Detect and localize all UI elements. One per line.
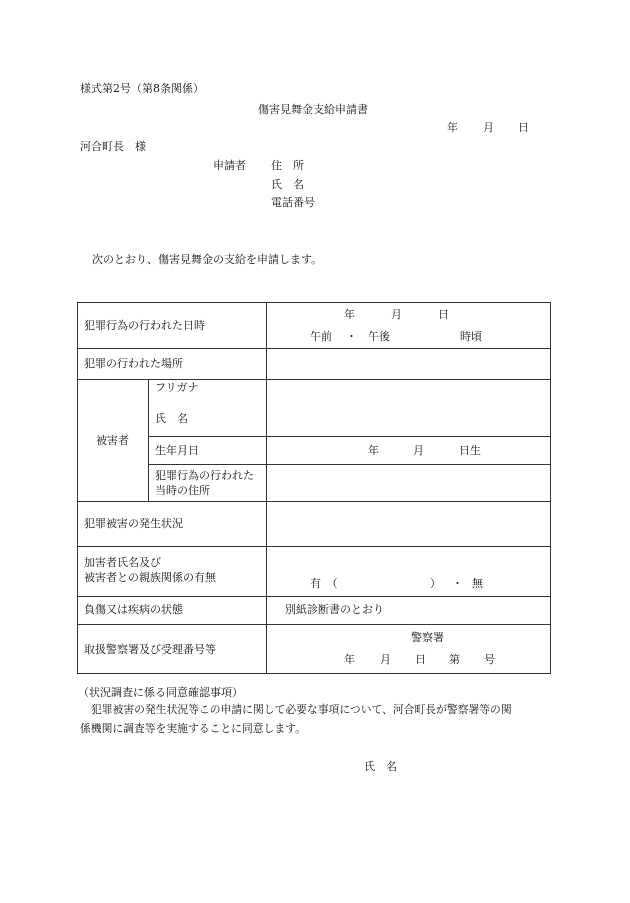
perpetrator-label-1: 加害者氏名及び xyxy=(84,556,161,569)
victim-label: 被害者 xyxy=(96,434,129,447)
birth-year-label: 年 xyxy=(368,444,379,457)
consent-name-label: 氏 名 xyxy=(364,760,397,773)
injury-value: 別紙診断書のとおり xyxy=(285,603,384,616)
birth-month-label: 月 xyxy=(413,444,424,457)
police-year-label: 年 xyxy=(344,653,355,666)
applicant-label: 申請者 xyxy=(213,159,246,172)
relation-yes-close: ） xyxy=(430,577,441,590)
crime-place-label: 犯罪の行われた場所 xyxy=(84,357,183,370)
am-pm-separator: ・ xyxy=(346,330,357,343)
crime-month-label: 月 xyxy=(391,308,402,321)
am-option: 午前 xyxy=(310,330,332,343)
pm-option: 午後 xyxy=(368,330,390,343)
birth-day-label: 日生 xyxy=(459,444,481,457)
police-day-label: 日 xyxy=(415,653,426,666)
perpetrator-label-2: 被害者との親族関係の有無 xyxy=(84,571,216,584)
relation-yes-option: 有 （ xyxy=(310,577,338,590)
crime-year-label: 年 xyxy=(344,308,355,321)
hour-label: 時頃 xyxy=(460,330,482,343)
receipt-number-prefix: 第 xyxy=(449,653,460,666)
intro-text: 次のとおり、傷害見舞金の支給を申請します。 xyxy=(92,253,323,266)
form-title: 傷害見舞金支給申請書 xyxy=(258,103,368,116)
birth-date-label: 生年月日 xyxy=(155,444,199,457)
crime-datetime-label: 犯罪行為の行われた日時 xyxy=(84,319,205,332)
date-month-label: 月 xyxy=(483,121,494,134)
victim-address-label-2: 当時の住所 xyxy=(155,484,210,497)
police-month-label: 月 xyxy=(380,653,391,666)
police-station-label: 警察署 xyxy=(411,631,444,644)
consent-heading: （状況調査に係る同意確認事項） xyxy=(78,686,243,699)
victim-name-label: 氏 名 xyxy=(155,412,188,425)
damage-status-label: 犯罪被害の発生状況 xyxy=(84,517,183,530)
consent-text-line2: 係機関に調査等を実施することに同意します。 xyxy=(80,722,306,735)
injury-label: 負傷又は疾病の状態 xyxy=(84,603,183,616)
applicant-address-label: 住 所 xyxy=(271,159,304,172)
applicant-phone-label: 電話番号 xyxy=(271,196,315,209)
relation-no-option: 無 xyxy=(472,577,483,590)
relation-separator: ・ xyxy=(452,577,463,590)
police-label: 取扱警察署及び受理番号等 xyxy=(84,643,216,656)
crime-day-label: 日 xyxy=(438,308,449,321)
form-number: 様式第2号（第8条関係） xyxy=(80,82,204,95)
addressee: 河合町長 様 xyxy=(80,140,146,153)
applicant-name-label: 氏 名 xyxy=(271,178,304,191)
date-year-label: 年 xyxy=(447,121,458,134)
victim-address-label-1: 犯罪行為の行われた xyxy=(155,469,254,482)
receipt-number-suffix: 号 xyxy=(484,653,495,666)
consent-text-line1: 犯罪被害の発生状況等この申請に関して必要な事項について、河合町長が警察署等の関 xyxy=(91,703,512,716)
furigana-label: フリガナ xyxy=(155,381,199,394)
date-day-label: 日 xyxy=(518,121,529,134)
